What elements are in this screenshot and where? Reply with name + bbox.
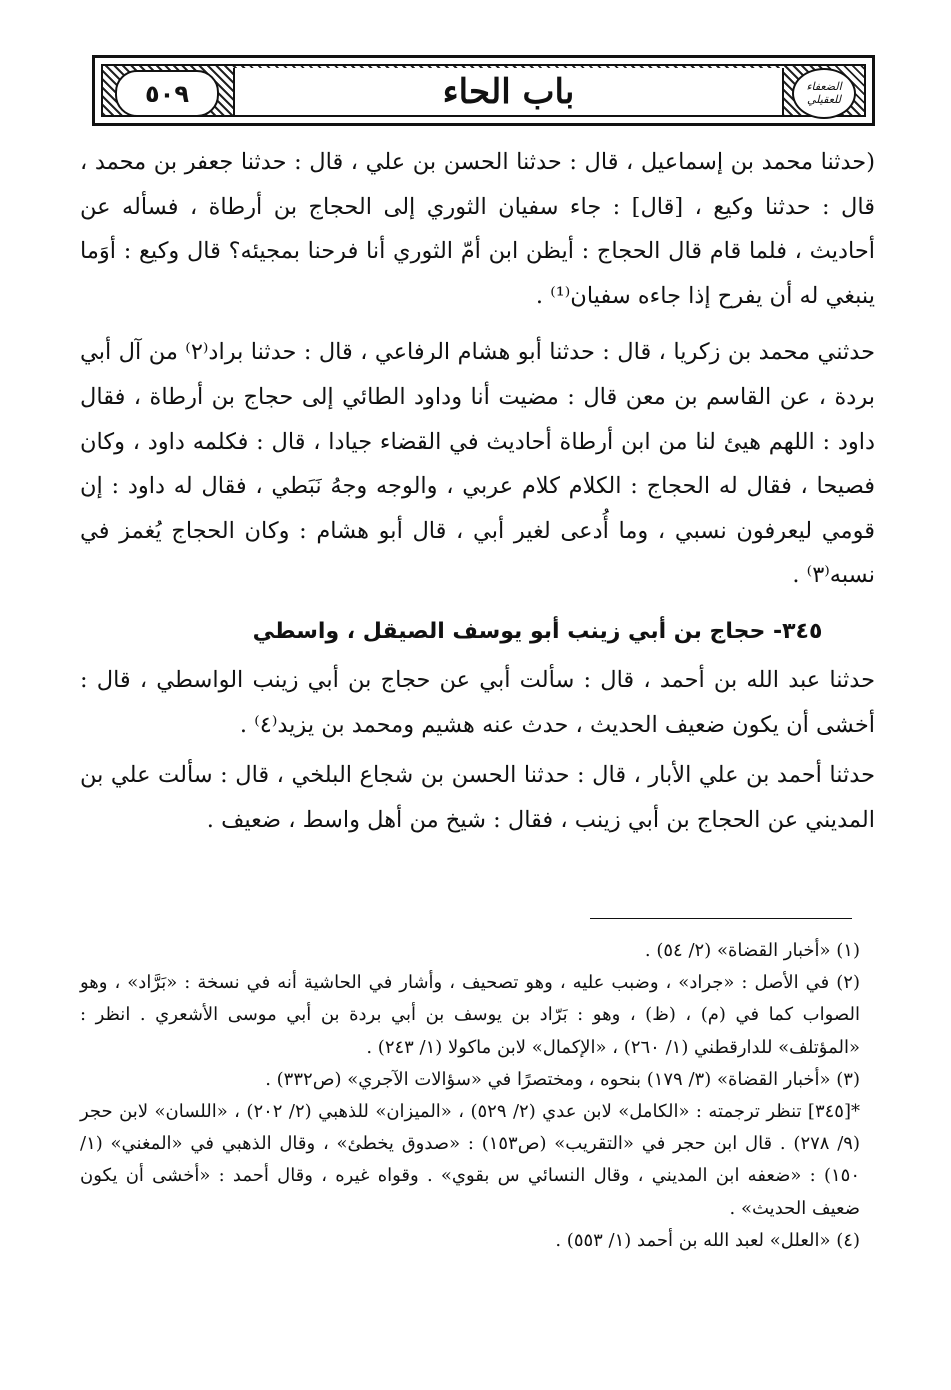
paragraph: (حدثنا محمد بن إسماعيل ، قال : حدثنا الحسن بن علي ، قال : حدثنا جعفر بن محمد ، قال : حدثنا وكيع ، [قال] : جاء سفيان الثوري إلى الحجاج بن أرطاة ، فسأله عن أحاديث ، فلما قام قال الحجاج : أيظن ابن أمّ الثوري أنا فرحنا بمجيئه؟ قال وكيع : أوَما ينبغي له أن يفرح إذا جاءه سفيان⁽¹⁾ . — [80, 149, 875, 309]
paragraph: حدثنا أحمد بن علي الأبار ، قال : حدثنا الحسن بن شجاع البلخي ، قال : سألت علي بن المديني عن الحجاج بن أبي زينب ، فقال : شيخ من أهل واسط ، ضعيف . — [80, 762, 875, 833]
page-header — [92, 55, 875, 126]
paragraph: حدثني محمد بن زكريا ، قال : حدثنا أبو هشام الرفاعي ، قال : حدثنا براد⁽٢⁾ من آل أبي بردة ، عن القاسم بن معن قال : مضيت أنا وداود الطائي إلى حجاج بن أرطاة ، فقال داود : اللهم هيئ لنا من ابن أرطاة أحاديث في القضاء جيادا ، قال : فكلمه داود ، وكان فصيحا ، فقال له الحجاج : الكلام كلام عربي ، والوجه وجهُ نَبَطي ، فقال له داود : إن قومي ليعرفون نسبي ، وما أُدعى لغير أبي ، قال أبو هشام : وكان الحجاج يُغمز في نسبه⁽٣⁾ . — [80, 339, 875, 589]
seal-top-text: الضعفاء — [806, 80, 842, 94]
footnotes — [80, 935, 870, 1257]
footnote: (٢) في الأصل : «جراد» ، وضبب عليه ، وهو تصحيف ، وأشار في الحاشية أنه في نسخة : «بَرَّاد» ، وهو الصواب كما في (م) ، (ظ) ، وهو : بَرّاد بن يوسف بن أبي بردة بن أبي موسى الأشعري . انظر : «المؤتلف» للدارقطني (١/ ٢٦٠) ، «الإكمال» لابن ماكولا (١/ ٢٤٣) . — [80, 972, 860, 1058]
entry-heading: ٣٤٥- حجاج بن أبي زينب أبو يوسف الصيقل ، واسطي — [252, 618, 823, 644]
book-seal-logo — [792, 68, 856, 119]
chapter-title: باب الحاء — [233, 68, 784, 115]
footnote: (٤) «العلل» لعبد الله بن أحمد (١/ ٥٥٣) . — [555, 1229, 860, 1251]
paragraph: حدثنا عبد الله بن أحمد ، قال : سألت أبي عن حجاج بن أبي زينب الواسطي ، قال : أخشى أن يكون ضعيف الحديث ، حدث عنه هشيم ومحمد بن يزيد⁽٤⁾ . — [80, 666, 875, 738]
main-text — [80, 140, 875, 842]
seal-bottom-text: للعقيلي — [807, 92, 841, 106]
footnote: (١) «أخبار القضاة» (٢/ ٥٤) . — [644, 940, 860, 961]
footnote-separator — [590, 918, 852, 919]
footnote: (٣) «أخبار القضاة» (٣/ ١٧٩) بنحوه ، ومختصرًا في «سؤالات الآجري» (ص٣٣٢) . — [265, 1068, 860, 1090]
header-ornament-frame — [101, 64, 866, 117]
footnote: *[٣٤٥] تنظر ترجمته : «الكامل» لابن عدي (٢/ ٥٢٩) ، «الميزان» للذهبي (٢/ ٢٠٢) ، «اللسان» لابن حجر (٩/ ٢٧٨) . قال ابن حجر في «التقريب» (ص١٥٣) : «صدوق يخطئ» ، وقال الذهبي في «المغني» (١/ ١٥٠) : «ضعفه ابن المديني ، وقال النسائي س بقوي» . وقواه غيره ، وقال أحمد : «أخشى أن يكون ضعيف الحديث» . — [80, 1101, 861, 1219]
page-number: ٥٠٩ — [115, 70, 219, 117]
